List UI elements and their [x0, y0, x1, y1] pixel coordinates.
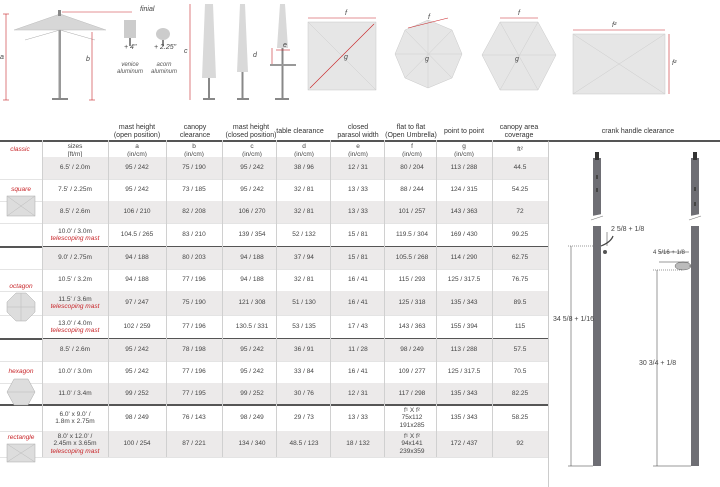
telescoping-mast-note: telescoping mast	[50, 303, 100, 310]
cell-f: f¹ X f² 94x141 239x359	[399, 432, 425, 455]
subheader-b: b (in/cm)	[184, 143, 204, 158]
column-divider	[492, 140, 493, 457]
telescoping-mast-note: telescoping mast	[50, 327, 100, 334]
cell-c: 99 / 252	[240, 390, 264, 398]
rectangle-icon	[6, 443, 36, 463]
diagram-row	[0, 0, 720, 112]
closed-umbrella-icon	[190, 4, 216, 100]
cell-f: 143 / 363	[398, 323, 426, 331]
cell-c: 95 / 242	[240, 164, 264, 172]
size-cell	[42, 346, 108, 354]
cell-f: 105.5 / 268	[395, 254, 429, 262]
size-cell	[42, 411, 108, 426]
cell-b: 82 / 208	[182, 208, 206, 216]
cell-f: 119.5 / 304	[395, 231, 429, 239]
cell-a: 100 / 254	[123, 440, 151, 448]
dim-f2-label: f²	[672, 60, 677, 67]
cell-a: 95 / 242	[125, 368, 149, 376]
cell-c: 121 / 308	[238, 299, 266, 307]
cell-e: 13 / 33	[348, 186, 368, 194]
cell-g: 143 / 363	[450, 208, 478, 216]
dim-f-label: f	[345, 10, 347, 17]
group-octagon-label: octagon	[9, 283, 33, 290]
square-icon	[6, 195, 36, 217]
cell-b: 77 / 196	[182, 276, 206, 284]
dim-b-label: b	[86, 56, 90, 63]
acorn-caption: acorn aluminum	[150, 62, 177, 75]
size-cell	[42, 228, 108, 243]
classic-label: classic	[10, 146, 30, 153]
cell-b: 80 / 203	[182, 254, 206, 262]
cell-area: 89.5	[513, 299, 527, 307]
size-value: 13.0' / 4.0m	[58, 319, 92, 327]
cell-area: 62.75	[511, 254, 529, 262]
cell-area: 54.25	[511, 186, 529, 194]
cell-area: 82.25	[511, 390, 529, 398]
cell-a: 95 / 242	[125, 186, 149, 194]
cell-g: 169 / 430	[450, 231, 478, 239]
size-value: 8.5' / 2.6m	[59, 208, 91, 216]
cell-a: 97 / 247	[125, 299, 149, 307]
cell-f: 115 / 293	[398, 276, 426, 284]
cell-b: 83 / 210	[182, 231, 206, 239]
subheader-d: d (in/cm)	[294, 143, 314, 158]
cell-b: 75 / 190	[182, 164, 206, 172]
group-hexagon-label: hexagon	[8, 368, 34, 375]
telescoping-mast-note: telescoping mast	[50, 235, 100, 242]
subheader-sizes: sizes [ft/m]	[67, 143, 83, 158]
cell-d: 30 / 76	[294, 390, 314, 398]
cell-f: 109 / 277	[398, 368, 426, 376]
subheader-e: e (in/cm)	[348, 143, 368, 158]
cell-a: 95 / 242	[125, 164, 149, 172]
row-divider	[0, 223, 548, 224]
cell-g: 135 / 343	[450, 299, 478, 307]
column-divider	[42, 140, 43, 457]
cell-e: 16 / 41	[348, 299, 368, 307]
cell-d: 32 / 81	[294, 208, 314, 216]
header-table-clearance: table clearance	[276, 128, 324, 135]
cell-g: 125 / 317.5	[447, 368, 481, 376]
cell-g: 124 / 315	[450, 186, 478, 194]
crank-panel	[548, 140, 720, 487]
cell-d: 33 / 84	[294, 368, 314, 376]
cell-a: 98 / 249	[125, 414, 149, 422]
cell-d: 32 / 81	[294, 186, 314, 194]
cell-c: 95 / 242	[240, 346, 264, 354]
size-value: 11.5' / 3.6m	[58, 295, 92, 303]
header-canopy-clearance: canopy clearance	[179, 124, 211, 139]
cell-d: 53 / 135	[292, 323, 316, 331]
cell-c: 139 / 354	[238, 231, 266, 239]
cell-g: 135 / 343	[450, 414, 478, 422]
group-square-label: square	[11, 186, 31, 193]
closed-umbrella-icon	[270, 4, 296, 100]
row-divider	[0, 361, 548, 362]
column-divider	[384, 140, 385, 457]
column-divider	[330, 140, 331, 457]
column-divider	[166, 140, 167, 457]
cell-c: 134 / 340	[238, 440, 266, 448]
crank-handle-diagram	[549, 142, 719, 482]
subheader-f: f (in/cm)	[402, 143, 422, 158]
size-value: 6.5' / 2.0m	[59, 164, 91, 172]
cell-f: 101 / 257	[398, 208, 426, 216]
size-value: 11.0' / 3.4m	[58, 390, 92, 398]
cell-e: 17 / 43	[348, 323, 368, 331]
umbrella-diagrams	[0, 0, 720, 112]
cell-b: 77 / 195	[182, 390, 206, 398]
header-flat-to-flat: flat to flat (Open Umbrella)	[385, 124, 437, 139]
cell-b: 87 / 221	[182, 440, 206, 448]
subheader-ft2: ft²	[517, 146, 523, 153]
cell-b: 77 / 196	[182, 368, 206, 376]
cell-e: 12 / 31	[348, 390, 368, 398]
cell-a: 106 / 210	[123, 208, 151, 216]
cell-g: 113 / 288	[450, 346, 478, 354]
cell-b: 76 / 143	[182, 414, 206, 422]
venice-caption: venice aluminum	[116, 62, 143, 75]
cell-area: 58.25	[511, 414, 529, 422]
size-cell	[42, 254, 108, 262]
header-mast-closed: mast height (closed position)	[225, 124, 277, 139]
row-divider	[0, 179, 548, 180]
size-value: 7.5' / 2.25m	[58, 186, 92, 194]
size-cell	[42, 390, 108, 398]
size-value: 6.0' x 9.0' / 1.8m x 2.75m	[55, 410, 95, 425]
header-mast-open: mast height (open position)	[113, 124, 161, 139]
octagon-top-view-icon	[395, 18, 462, 88]
cell-d: 37 / 94	[294, 254, 314, 262]
cell-b: 77 / 196	[182, 323, 206, 331]
subheader-a: a (in/cm)	[127, 143, 147, 158]
column-divider	[108, 140, 109, 457]
size-cell	[42, 186, 108, 194]
size-value: 8.0' x 12.0' / 2.45m x 3.65m	[53, 432, 97, 448]
size-value: 10.5' / 3.2m	[58, 276, 92, 284]
cell-g: 114 / 290	[450, 254, 478, 262]
cell-f: 98 / 249	[400, 346, 424, 354]
size-value: 8.5' / 2.6m	[59, 346, 91, 354]
cell-f: 125 / 318	[398, 299, 426, 307]
cell-a: 104.5 / 265	[120, 231, 154, 239]
hexagon-icon	[6, 378, 36, 406]
cell-a: 102 / 259	[123, 323, 151, 331]
cell-d: 32 / 81	[294, 276, 314, 284]
cell-g: 113 / 288	[450, 164, 478, 172]
cell-e: 13 / 33	[348, 208, 368, 216]
cell-area: 44.5	[513, 164, 527, 172]
size-value: 10.0' / 3.0m	[58, 227, 92, 235]
group-divider	[0, 404, 548, 406]
cell-c: 106 / 270	[238, 208, 266, 216]
dim-g-label: g	[515, 56, 519, 63]
cell-e: 11 / 28	[348, 346, 368, 354]
size-cell	[42, 276, 108, 284]
cell-e: 15 / 81	[348, 231, 368, 239]
venice-finial-icon	[124, 20, 136, 46]
size-cell	[42, 164, 108, 172]
octagon-icon	[6, 292, 36, 322]
cell-a: 99 / 252	[125, 390, 149, 398]
cell-e: 16 / 41	[348, 368, 368, 376]
cell-g: 155 / 394	[450, 323, 478, 331]
cell-c: 94 / 188	[240, 276, 264, 284]
header-crank: crank handle clearance	[601, 128, 675, 135]
cell-f: 88 / 244	[400, 186, 424, 194]
cell-d: 36 / 91	[294, 346, 314, 354]
closed-umbrella-icon	[237, 4, 249, 100]
row-divider	[0, 315, 548, 316]
venice-plus: + 4"	[124, 44, 137, 51]
cell-d: 52 / 132	[292, 231, 316, 239]
crank-dim-small-mid: 4 5/16 + 1/8	[653, 250, 685, 256]
cell-c: 95 / 242	[240, 186, 264, 194]
cell-e: 18 / 132	[346, 440, 370, 448]
subheader-c: c (in/cm)	[242, 143, 262, 158]
cell-c: 130.5 / 331	[235, 323, 269, 331]
cell-area: 99.25	[511, 231, 529, 239]
size-cell	[42, 296, 108, 311]
cell-b: 78 / 198	[182, 346, 206, 354]
cell-a: 94 / 188	[125, 254, 149, 262]
size-value: 9.0' / 2.75m	[58, 254, 92, 262]
subheader-g: g (in/cm)	[454, 143, 474, 158]
cell-area: 76.75	[511, 276, 529, 284]
header-closed-width: closed parasol width	[337, 124, 379, 139]
column-divider	[222, 140, 223, 457]
dim-c-label: c	[184, 48, 188, 55]
telescoping-mast-note: telescoping mast	[50, 447, 100, 455]
size-cell	[42, 208, 108, 216]
cell-d: 51 / 130	[292, 299, 316, 307]
dim-g-label: g	[425, 56, 429, 63]
rectangle-top-view-icon	[573, 30, 669, 94]
table-top-rule	[0, 140, 548, 142]
cell-d: 29 / 73	[294, 414, 314, 422]
header-canopy-area: canopy area coverage	[499, 124, 539, 139]
crank-dim-small-top: 2 5/8 + 1/8	[611, 226, 645, 233]
cell-a: 94 / 188	[125, 276, 149, 284]
size-value: 10.0' / 3.0m	[58, 368, 92, 376]
dim-f-label: f	[518, 10, 520, 17]
row-divider	[0, 457, 548, 458]
cell-f: 117 / 298	[398, 390, 426, 398]
row-divider	[0, 269, 548, 270]
dim-f2-label: f²	[612, 22, 617, 29]
dim-f-label: f	[428, 14, 430, 21]
dim-d-label: d	[253, 52, 257, 59]
cell-area: 70.5	[513, 368, 527, 376]
header-point-to-point: point to point	[443, 128, 485, 135]
column-divider	[436, 140, 437, 457]
cell-d: 38 / 96	[294, 164, 314, 172]
cell-area: 115	[514, 323, 526, 331]
size-cell	[42, 368, 108, 376]
cell-f: 80 / 204	[400, 164, 424, 172]
cell-e: 15 / 81	[348, 254, 368, 262]
acorn-plus: + 2.25"	[154, 44, 177, 51]
cell-g: 125 / 317.5	[447, 276, 481, 284]
cell-f: f¹ X f² 75x112 191x285	[399, 406, 425, 429]
cell-g: 172 / 437	[450, 440, 478, 448]
cell-c: 95 / 242	[240, 368, 264, 376]
cell-e: 12 / 31	[348, 164, 368, 172]
cell-d: 48.5 / 123	[289, 440, 319, 448]
cell-c: 94 / 188	[240, 254, 264, 262]
cell-c: 98 / 249	[240, 414, 264, 422]
crank-dim-left-long: 34 5/8 + 1/16	[553, 316, 595, 323]
cell-area: 72	[516, 208, 524, 216]
dim-e-label: e	[283, 42, 287, 49]
cell-b: 73 / 185	[182, 186, 206, 194]
finial-label: finial	[140, 6, 155, 13]
group-rectangle-label: rectangle	[7, 434, 35, 441]
cell-e: 16 / 41	[348, 276, 368, 284]
size-cell	[42, 320, 108, 335]
cell-area: 92	[516, 440, 524, 448]
column-divider	[276, 140, 277, 457]
crank-dim-right-long: 30 3/4 + 1/8	[639, 360, 677, 367]
dim-a-label: a	[0, 54, 4, 61]
cell-area: 57.5	[513, 346, 527, 354]
cell-e: 13 / 33	[348, 414, 368, 422]
square-top-view-icon	[308, 18, 376, 90]
size-cell	[42, 433, 108, 456]
cell-b: 75 / 190	[182, 299, 206, 307]
cell-g: 135 / 343	[450, 390, 478, 398]
cell-a: 95 / 242	[125, 346, 149, 354]
hexagon-top-view-icon	[482, 18, 556, 90]
dim-g-label: g	[344, 54, 348, 61]
